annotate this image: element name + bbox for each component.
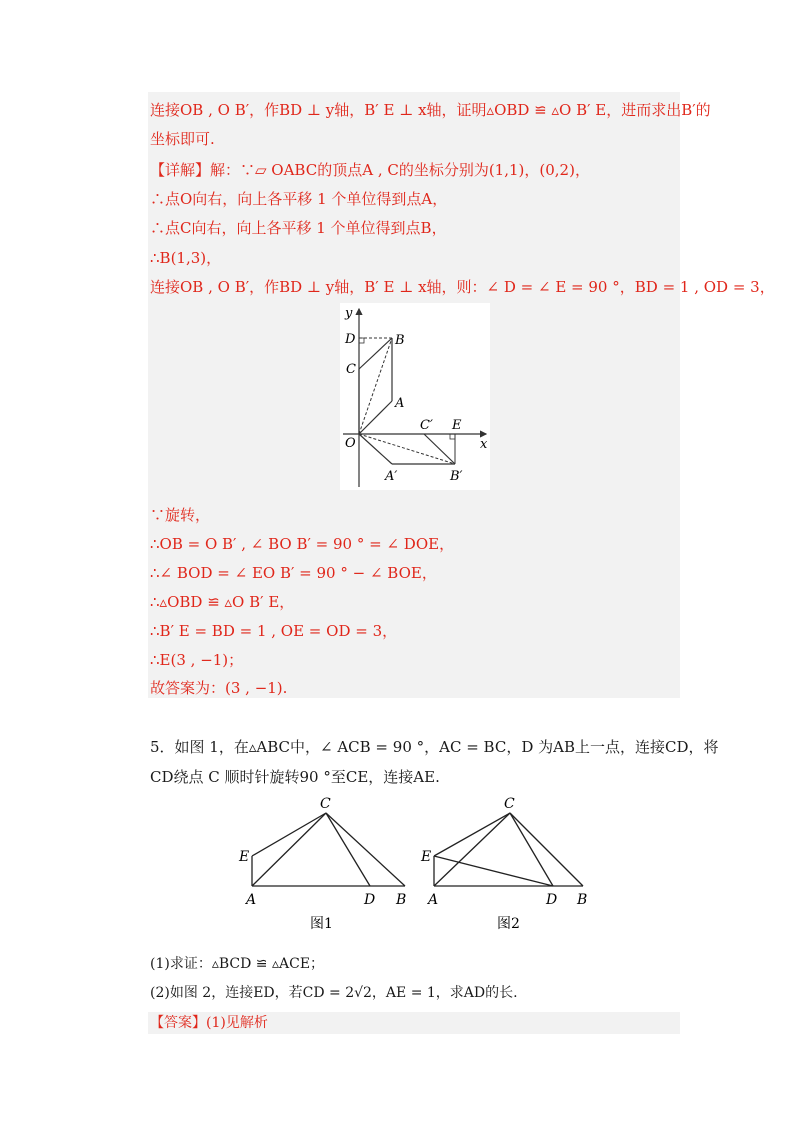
problem-5-line-2: CD绕点 C 顺时针旋转90 °至CE，连接AE. [150,768,440,786]
fig1-caption: 图1 [310,916,333,932]
label-B-prime: B′ [450,469,463,484]
triangle-diagrams [230,795,600,940]
solution-line-4: ∴点O向右，向上各平移 1 个单位得到点A， [150,190,448,208]
answer-line: 【答案】(1)见解析 [150,1015,268,1031]
solution-line-5: ∴点C向右，向上各平移 1 个单位得到点B， [150,219,447,237]
solution-line-8: ∵旋转， [150,506,211,524]
question-2: (2)如图 2，连接ED，若CD = 2√2，AE = 1，求AD的长. [150,985,518,1001]
label-C: C [346,362,356,377]
triangle-figures [230,795,600,940]
coordinate-diagram [340,303,490,490]
label-C-prime: C′ [420,418,433,433]
figure-1 [238,796,406,932]
fig2-label-E: E [421,849,432,865]
fig2-caption: 图2 [497,916,520,932]
fig1-label-B: B [396,892,407,908]
solution-line-3: 【详解】解：∵▱ OABC的顶点A , C的坐标分别为(1,1)，(0,2)， [150,161,590,179]
label-A-prime: A′ [385,469,398,484]
solution-line-1: 连接OB , O B′，作BD ⊥ y轴，B′ E ⊥ x轴，证明▵OBD ≌ ▵O B′ E，进而求出B′的 [150,101,711,119]
label-y: y [345,306,353,321]
fig2-label-A: A [428,892,439,908]
label-E: E [452,418,462,433]
solution-line-6: ∴B(1,3)， [150,249,222,267]
solution-line-13: ∴E(3 , −1)； [150,651,244,669]
fig1-label-D: D [364,892,376,908]
question-1: (1)求证：▵BCD ≌ ▵ACE； [150,956,325,972]
solution-line-10: ∴∠ BOD = ∠ EO B′ = 90 ° − ∠ BOE， [150,564,437,582]
solution-line-14: 故答案为：(3 , −1). [150,679,288,697]
fig1-label-E: E [239,849,250,865]
label-D: D [345,332,356,347]
label-B: B [395,333,405,348]
solution-line-9: ∴OB = O B′ , ∠ BO B′ = 90 ° = ∠ DOE， [150,535,455,553]
label-O: O [345,436,356,451]
fig2-label-C: C [504,796,515,812]
fig2-label-D: D [546,892,558,908]
figure-2 [420,796,587,932]
problem-5-line-1: 5．如图 1，在▵ABC中，∠ ACB = 90 °，AC = BC，D 为AB上一点，连接CD，将 [150,738,719,756]
solution-line-7: 连接OB , O B′，作BD ⊥ y轴，B′ E ⊥ x轴，则：∠ D = ∠ E = 90 °，BD = 1 , OD = 3， [150,278,775,296]
fig2-label-B: B [577,892,588,908]
solution-line-12: ∴B′ E = BD = 1 , OE = OD = 3， [150,622,398,640]
fig1-label-C: C [320,796,331,812]
solution-line-2: 坐标即可. [150,130,215,148]
coordinate-figure [340,303,490,490]
label-A: A [395,396,405,411]
label-x: x [480,437,488,452]
fig1-label-A: A [246,892,257,908]
solution-line-11: ∴▵OBD ≌ ▵O B′ E， [150,593,295,611]
